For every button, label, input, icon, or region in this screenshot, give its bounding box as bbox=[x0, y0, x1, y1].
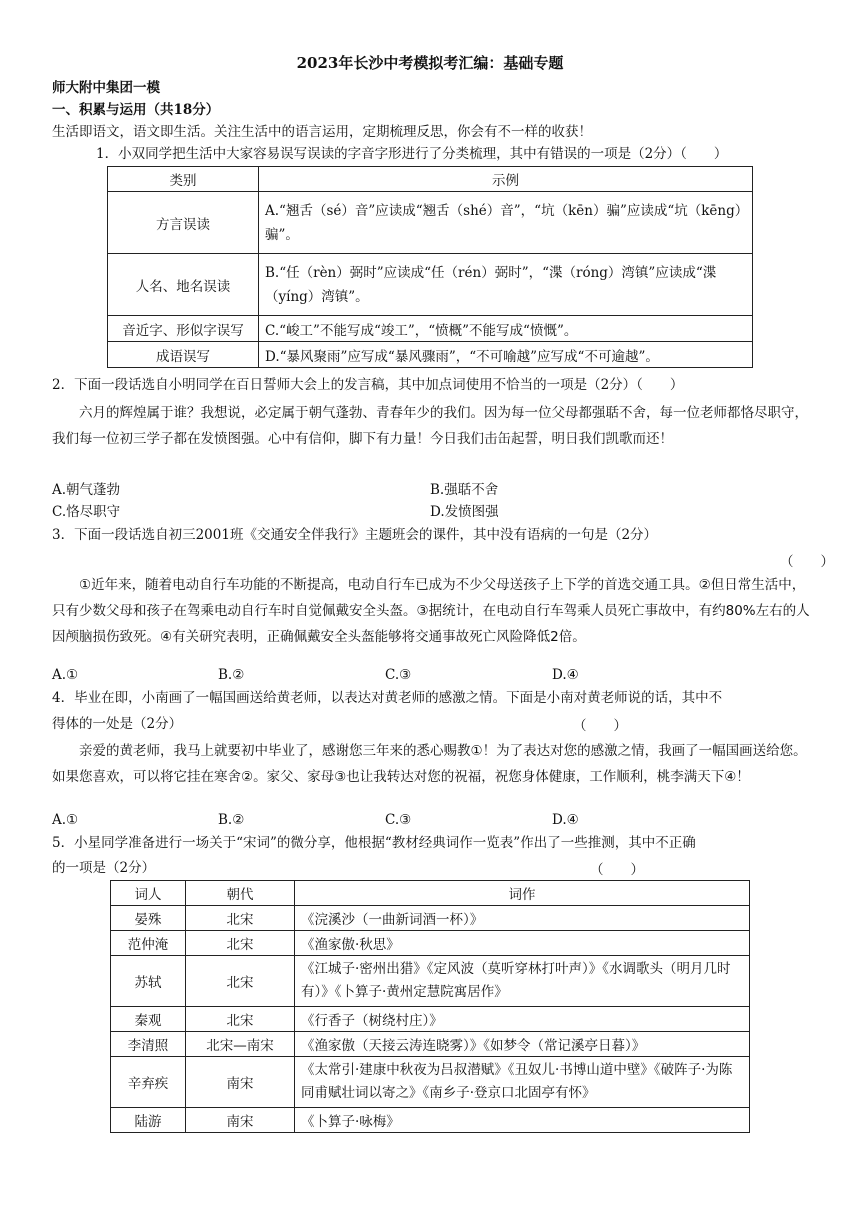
example-cell: B.“任（rèn）弼时”应读成“任（rén）弼时”，“渫（róng）湾镇”应读成“渫（yíng）湾镇”。 bbox=[259, 254, 753, 316]
q5-table bbox=[110, 880, 750, 1133]
table-header-cell: 词作 bbox=[295, 881, 750, 906]
example-cell: A.“翘舌（sé）音”应读成“翘舌（shé）音”，“坑（kēn）骗”应读成“坑（kēng）骗”。 bbox=[259, 192, 753, 254]
works-cell: 《卜算子·咏梅》 bbox=[295, 1108, 750, 1133]
dynasty-cell: 北宋 bbox=[186, 906, 295, 931]
category-cell: 方言误读 bbox=[108, 192, 259, 254]
category-cell: 人名、地名误读 bbox=[108, 254, 259, 316]
table-row bbox=[111, 1007, 750, 1032]
q4-option-b: B.② bbox=[218, 812, 245, 828]
q4-stem-line2: 得体的一处是（2分） bbox=[52, 716, 183, 732]
q1-table bbox=[107, 166, 753, 368]
table-header-row bbox=[111, 881, 750, 906]
dynasty-cell: 北宋 bbox=[186, 956, 295, 1007]
table-header-row bbox=[108, 167, 753, 192]
poet-cell: 晏殊 bbox=[111, 906, 186, 931]
works-cell: 《渔家傲·秋思》 bbox=[295, 931, 750, 956]
category-cell: 成语误写 bbox=[108, 342, 259, 368]
intro-text: 生活即语文，语文即生活。关注生活中的语言运用，定期梳理反思，你会有不一样的收获！ bbox=[52, 124, 592, 140]
q3-answer-paren: （ ） bbox=[780, 554, 834, 570]
q5-stem-line2: 的一项是（2分） bbox=[52, 860, 156, 876]
q3-option-d: D.④ bbox=[552, 667, 579, 683]
q4-option-c: C.③ bbox=[385, 812, 412, 828]
q3-option-b: B.② bbox=[218, 667, 245, 683]
table-header-cell: 朝代 bbox=[186, 881, 295, 906]
q5-answer-paren: （ ） bbox=[590, 862, 644, 878]
table-header-cell: 示例 bbox=[259, 167, 753, 192]
q3-passage: ①近年来，随着电动自行车功能的不断提高，电动自行车已成为不少父母送孩子上下学的首选交通工具。②但日常生活中，只有少数父母和孩子在驾乘电动自行车时自觉佩戴安全头盔。③据统计，在电动自行车驾乘人员死亡事故中，有约80%左右的人因颅脑损伤致死。④有关研究表明，正确佩戴安全头盔能够将交通事故死亡风险降低2倍。 bbox=[52, 577, 810, 645]
q2-stem: 2．下面一段话选自小明同学在百日誓师大会上的发言稿，其中加点词使用不恰当的一项是（2分）（ ） bbox=[52, 377, 684, 393]
table-row bbox=[108, 342, 753, 368]
poet-cell: 辛弃疾 bbox=[111, 1057, 186, 1108]
q2-option-d: D.发愤图强 bbox=[430, 504, 499, 520]
works-cell: 《江城子·密州出猎》《定风波（莫听穿林打叶声）》《水调歌头（明月几时有）》《卜算子·黄州定慧院寓居作》 bbox=[295, 956, 750, 1007]
table-header-cell: 类别 bbox=[108, 167, 259, 192]
table-row bbox=[108, 192, 753, 254]
q4-answer-paren: （ ） bbox=[573, 718, 627, 734]
works-cell: 《太常引·建康中秋夜为吕叔潜赋》《丑奴儿·书博山道中壁》《破阵子·为陈同甫赋壮词以寄之》《南乡子·登京口北固亭有怀》 bbox=[295, 1057, 750, 1108]
works-cell: 《浣溪沙（一曲新词酒一杯）》 bbox=[295, 906, 750, 931]
q4-option-d: D.④ bbox=[552, 812, 579, 828]
dynasty-cell: 北宋 bbox=[186, 1007, 295, 1032]
poet-cell: 陆游 bbox=[111, 1108, 186, 1133]
q3-option-c: C.③ bbox=[385, 667, 412, 683]
dynasty-cell: 北宋—南宋 bbox=[186, 1032, 295, 1057]
q3-stem: 3．下面一段话选自初三2001班《交通安全伴我行》主题班会的课件，其中没有语病的一句是（2分） bbox=[52, 527, 658, 543]
page-title: 2023年长沙中考模拟考汇编：基础专题 bbox=[296, 54, 564, 72]
table-row bbox=[111, 931, 750, 956]
q4-option-a: A.① bbox=[52, 812, 79, 828]
q1-stem: 1．小双同学把生活中大家容易误写误读的字音字形进行了分类梳理，其中有错误的一项是（2分）（ ） bbox=[96, 146, 728, 162]
poet-cell: 秦观 bbox=[111, 1007, 186, 1032]
section-source: 师大附中集团一模 bbox=[52, 80, 160, 96]
table-row bbox=[108, 316, 753, 342]
example-cell: D.“暴风聚雨”应写成“暴风骤雨”，“不可喻越”应写成“不可逾越”。 bbox=[259, 342, 753, 368]
q3-option-a: A.① bbox=[52, 667, 79, 683]
works-cell: 《行香子（树绕村庄）》 bbox=[295, 1007, 750, 1032]
q4-stem-line1: 4．毕业在即，小南画了一幅国画送给黄老师，以表达对黄老师的感激之情。下面是小南对黄老师说的话，其中不 bbox=[52, 690, 723, 706]
q2-option-a: A.朝气蓬勃 bbox=[52, 482, 121, 498]
q2-option-b: B.强聒不舍 bbox=[430, 482, 499, 498]
q5-stem-line1: 5．小星同学准备进行一场关于“宋词”的微分享，他根据“教材经典词作一览表”作出了一些推测，其中不正确 bbox=[52, 835, 696, 851]
table-row bbox=[111, 1108, 750, 1133]
dynasty-cell: 南宋 bbox=[186, 1057, 295, 1108]
dynasty-cell: 北宋 bbox=[186, 931, 295, 956]
table-row bbox=[111, 956, 750, 1007]
table-header-cell: 词人 bbox=[111, 881, 186, 906]
example-cell: C.“峻工”不能写成“竣工”，“愤概”不能写成“愤慨”。 bbox=[259, 316, 753, 342]
q2-passage: 六月的辉煌属于谁？我想说，必定属于朝气蓬勃、青春年少的我们。因为每一位父母都强聒不舍，每一位老师都恪尽职守，我们每一位初三学子都在发愤图强。心中有信仰，脚下有力量！今日我们击缶起誓，明日我们凯歌而还！ bbox=[52, 405, 808, 447]
works-cell: 《渔家傲（天接云涛连晓雾）》《如梦令（常记溪亭日暮）》 bbox=[295, 1032, 750, 1057]
poet-cell: 范仲淹 bbox=[111, 931, 186, 956]
category-cell: 音近字、形似字误写 bbox=[108, 316, 259, 342]
table-row bbox=[111, 906, 750, 931]
poet-cell: 苏轼 bbox=[111, 956, 186, 1007]
table-row bbox=[111, 1032, 750, 1057]
q2-option-c: C.恪尽职守 bbox=[52, 504, 121, 520]
section-heading: 一、积累与运用（共18分） bbox=[52, 102, 220, 118]
table-row bbox=[111, 1057, 750, 1108]
poet-cell: 李清照 bbox=[111, 1032, 186, 1057]
table-row bbox=[108, 254, 753, 316]
q4-passage: 亲爱的黄老师，我马上就要初中毕业了，感谢您三年来的悉心赐教①！为了表达对您的感激之情，我画了一幅国画送给您。如果您喜欢，可以将它挂在寒舍②。家父、家母③也让我转达对您的祝福，祝您身体健康，工作顺利，桃李满天下④！ bbox=[52, 743, 807, 785]
dynasty-cell: 南宋 bbox=[186, 1108, 295, 1133]
